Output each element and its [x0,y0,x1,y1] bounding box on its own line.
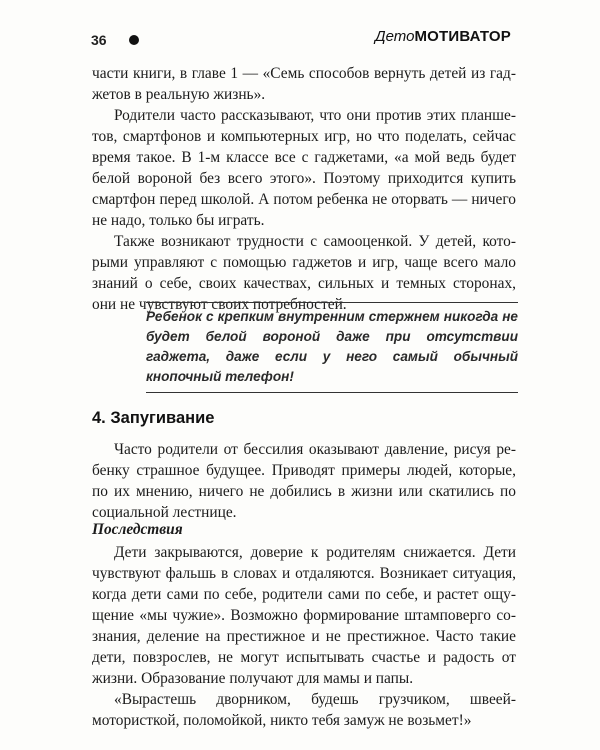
consequences-paragraph: Дети закрываются, доверие к родителям снижается. Дети чувствуют фальшь в словах и отдаляются. Возникает ситуация, когда дети сами по себе, родители сами по себе, и растет ощущение «мы чужие». Возможно формирование штамповерго сознания, деление на престижное и не престижное. Часто такие дети, повзрослев, не могут испытывать счастье и радость от жизни. Образование получают для мамы и папы. [92,544,516,687]
bullet-dot-icon [129,35,139,45]
page-number: 36 [91,32,107,48]
section-paragraph-1: Часто родители от бессилия оказывают давление, рисуя ребенку страшное будущее. Приводят примеры людей, которые, по их мнению, ничего не добились в жизни или скатились по социальной лестнице. [92,441,516,521]
paragraph-2: Родители часто рассказывают, что они против этих планшетов, смартфонов и компьютерных игр, но что поделать, сейчас время такое. В 1-м классе все с гаджетами, «а мой ведь будет белой вороной без всего этого». Поэтому приходится купить смартфон перед школой. А потом ребенка не оторвать — ничего не надо, только бы играть. [92,107,516,229]
consequences-subheading: Последствия [92,521,183,538]
quote-paragraph: «Вырастешь дворником, будешь грузчиком, швеей-мотористкой, поломойкой, никто тебя замуж не возьмет!» [92,691,516,729]
paragraph-1: части книги, в главе 1 — «Семь способов вернуть детей из гаджетов в реальную жизнь». [92,65,516,103]
body-text-top [92,63,516,315]
running-title-italic: Дето [375,28,415,45]
section-body [92,439,516,523]
paragraph-3: Также возникают трудности с самооценкой. У детей, которыми управляют с помощью гаджетов и игр, чаще всего мало знаний о себе, своих качествах, сильных и темных сторонах, они не чувствуют своих потребностей. [92,233,516,313]
section-heading: 4. Запугивание [92,409,215,427]
running-title-bold: МОТИВАТОР [414,28,511,45]
consequences-body [92,542,516,731]
running-header [0,22,600,52]
running-title [375,28,511,45]
pull-quote-text: Ребенок с крепким внутренним стержнем никогда не будет белой вороной даже при отсутствии гаджета, даже если у него самый обычный кнопочный телефон! [146,309,518,384]
pull-quote [146,302,518,393]
